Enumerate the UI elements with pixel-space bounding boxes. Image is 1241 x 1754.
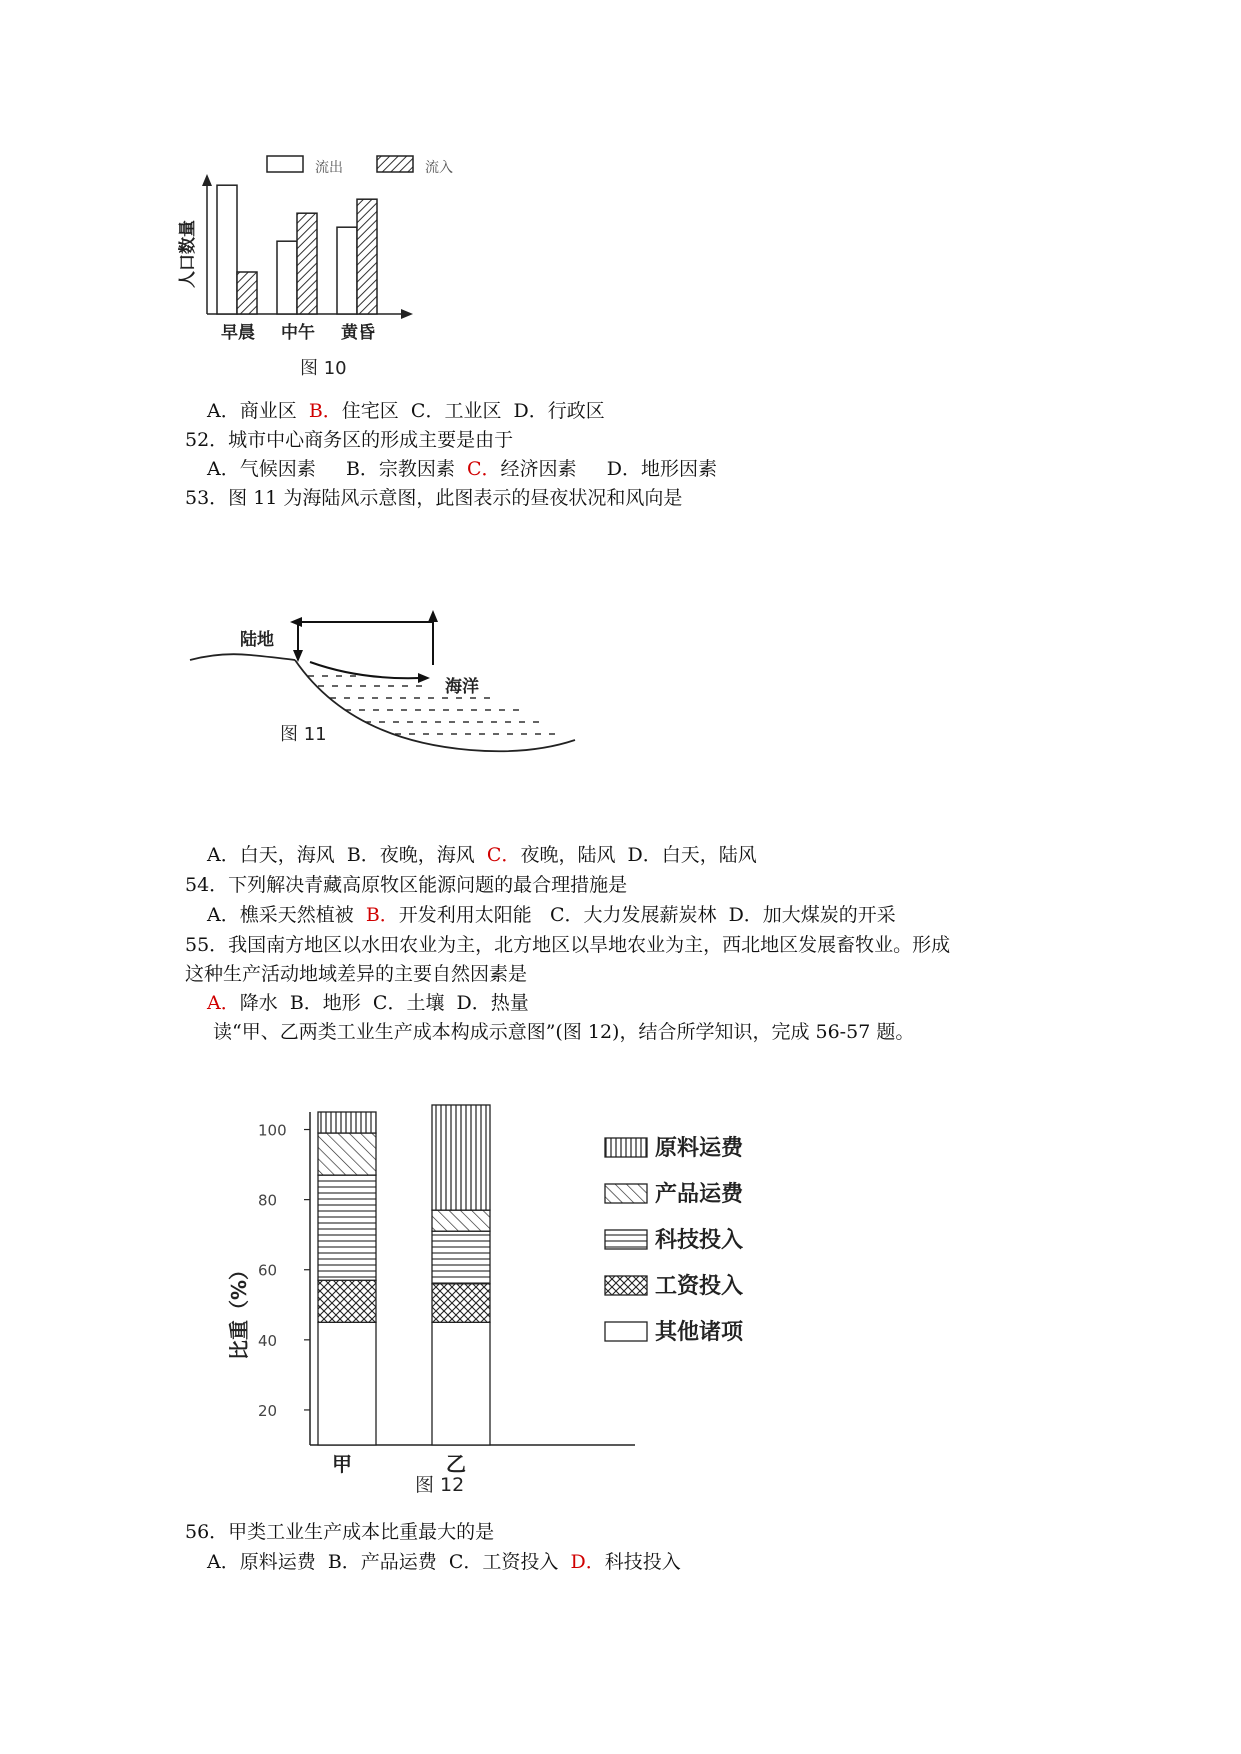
fig12-bar-segment (318, 1133, 376, 1175)
q51-options (207, 398, 605, 424)
q51-option-a[interactable]: A．商业区 (207, 400, 297, 422)
fig10-bars (217, 185, 377, 314)
q53-options (207, 842, 757, 868)
y-axis-label: 人口数量 (178, 220, 198, 288)
fig12-bar-segment (432, 1231, 490, 1284)
q55-stem-line1: 55．我国南方地区以水田农业为主，北方地区以旱地农业为主，西北地区发展畜牧业。形成 (185, 934, 951, 956)
q54-option-a[interactable]: A．樵采天然植被 (207, 904, 354, 926)
q52-option-c-text[interactable]: 经济因素 (500, 458, 577, 480)
q51-option-b-label[interactable]: B． (308, 400, 342, 422)
fig12-y-tick-label: 80 (258, 1191, 278, 1210)
q56-option-d-text[interactable]: 科技投入 (604, 1551, 681, 1573)
fig12-caption: 图 12 (415, 1474, 465, 1496)
fig10-category-label: 黄昏 (341, 323, 375, 343)
fig12-legend-swatch (605, 1276, 647, 1295)
q52-options (207, 456, 717, 482)
fig10-bar-in-1 (237, 272, 257, 314)
fig11-land-label: 陆地 (240, 630, 274, 650)
fig12-y-ticks (258, 1122, 310, 1420)
q54-options (207, 902, 896, 928)
q56-options (207, 1549, 681, 1575)
q56-option-b[interactable]: B．产品运费 (327, 1551, 437, 1573)
sea-water (308, 676, 555, 734)
figure-12 (220, 1095, 800, 1520)
wind-circulation (298, 618, 433, 678)
fig12-legend (605, 1135, 744, 1345)
q52-option-a[interactable]: A．气候因素 (207, 458, 316, 480)
fig12-bar-segment (432, 1284, 490, 1323)
fig10-bar-in-2 (297, 213, 317, 314)
q55-option-d[interactable]: D．热量 (456, 992, 529, 1014)
fig12-legend-swatch (605, 1184, 647, 1203)
fig12-legend-label: 工资投入 (655, 1274, 744, 1299)
fig12-bar-segment (318, 1280, 376, 1322)
x-axis-arrow (401, 309, 413, 319)
fig12-category-label: 乙 (446, 1452, 466, 1476)
legend-in-swatch (377, 156, 413, 172)
fig12-bar-segment (318, 1175, 376, 1280)
fig12-y-tick-label: 20 (258, 1401, 278, 1420)
q54-option-c[interactable]: C．大力发展薪炭林 (549, 904, 717, 926)
y-axis-arrow (202, 174, 212, 186)
legend-out-label: 流出 (315, 160, 343, 176)
q53-option-c-text[interactable]: 夜晚，陆风 (520, 844, 616, 866)
fig12-legend-label: 其他诸项 (655, 1320, 744, 1345)
fig10-category-label: 中午 (281, 323, 315, 343)
q53-option-c-label[interactable]: C． (486, 844, 521, 866)
q53-stem: 53．图 11 为海陆风示意图，此图表示的昼夜状况和风向是 (185, 487, 683, 509)
fig10-category-label: 早晨 (221, 323, 255, 343)
q56-option-d-label[interactable]: D． (570, 1551, 605, 1573)
fig10-bar-out-2 (277, 241, 297, 314)
q51-option-c[interactable]: C．工业区 (410, 400, 502, 422)
q52-option-d[interactable]: D．地形因素 (606, 458, 717, 480)
q52-option-c-label[interactable]: C． (467, 458, 501, 480)
q53-option-a[interactable]: A．白天，海风 (207, 844, 335, 866)
q55-option-a-label[interactable]: A． (207, 992, 240, 1014)
fig12-y-tick-label: 60 (258, 1261, 278, 1280)
fig12-legend-swatch (605, 1138, 647, 1157)
fig12-bars (318, 1105, 490, 1445)
q54-option-b-label[interactable]: B． (365, 904, 399, 926)
q54-option-b-text[interactable]: 开发利用太阳能 (398, 904, 532, 926)
fig12-y-axis-label: 比重（%） (227, 1259, 251, 1360)
q51-option-d[interactable]: D．行政区 (513, 400, 605, 422)
fig10-bar-in-3 (357, 199, 377, 314)
q51-option-b-text[interactable]: 住宅区 (341, 400, 399, 422)
fig12-legend-label: 原料运费 (655, 1136, 744, 1161)
q55-option-a-text[interactable]: 降水 (239, 992, 278, 1014)
fig12-legend-swatch (605, 1322, 647, 1341)
q52-stem: 52．城市中心商务区的形成主要是由于 (185, 429, 514, 451)
fig10-category-labels (221, 322, 375, 343)
q56-stem: 56．甲类工业生产成本比重最大的是 (185, 1521, 495, 1543)
fig12-legend-swatch (605, 1230, 647, 1249)
fig10-bar-out-3 (337, 227, 357, 314)
legend-out-swatch (267, 156, 303, 172)
q56-option-c[interactable]: C．工资投入 (448, 1551, 559, 1573)
figure-10 (178, 148, 515, 428)
fig10-caption: 图 10 (300, 358, 347, 379)
q55-options (207, 990, 529, 1016)
figure-11 (190, 600, 590, 780)
q53-option-b[interactable]: B．夜晚，海风 (346, 844, 475, 866)
fig12-bar-segment (432, 1105, 490, 1210)
fig12-bar-segment (318, 1322, 376, 1445)
q53-option-d[interactable]: D．白天，陆风 (627, 844, 757, 866)
q56-option-a[interactable]: A．原料运费 (207, 1551, 316, 1573)
arrow-right-surface (418, 673, 430, 683)
fig12-legend-label: 科技投入 (655, 1228, 744, 1253)
q54-stem: 54．下列解决青藏高原牧区能源问题的最合理措施是 (185, 874, 628, 896)
q55-option-b[interactable]: B．地形 (289, 992, 361, 1014)
fig10-bar-out-1 (217, 185, 237, 314)
q55-option-c[interactable]: C．土壤 (372, 992, 445, 1014)
fig12-y-tick-label: 40 (258, 1331, 278, 1350)
fig12-y-tick-label: 100 (258, 1121, 287, 1140)
fig12-category-label: 甲 (332, 1452, 352, 1476)
land-surface (190, 654, 295, 660)
fig11-sea-label: 海洋 (445, 677, 479, 697)
fig12-bar-segment (432, 1322, 490, 1445)
q54-option-d[interactable]: D．加大煤炭的开采 (728, 904, 896, 926)
fig12-bar-segment (318, 1112, 376, 1133)
arrow-left-upper (290, 617, 302, 627)
q55-stem-line2: 这种生产活动地域差异的主要自然因素是 (185, 963, 528, 985)
legend-in-label: 流入 (425, 160, 453, 176)
fig11-caption: 图 11 (280, 724, 327, 745)
q52-option-b[interactable]: B．宗教因素 (345, 458, 455, 480)
fig12-legend-label: 产品运费 (655, 1182, 744, 1207)
fig12-bar-segment (432, 1210, 490, 1231)
q56-57-intro: 读“甲、乙两类工业生产成本构成示意图”(图 12)，结合所学知识，完成 56-57 题。 (213, 1021, 915, 1043)
fig12-category-labels (332, 1452, 466, 1476)
arrow-up-sea (428, 610, 438, 622)
sea-basin (295, 660, 575, 751)
